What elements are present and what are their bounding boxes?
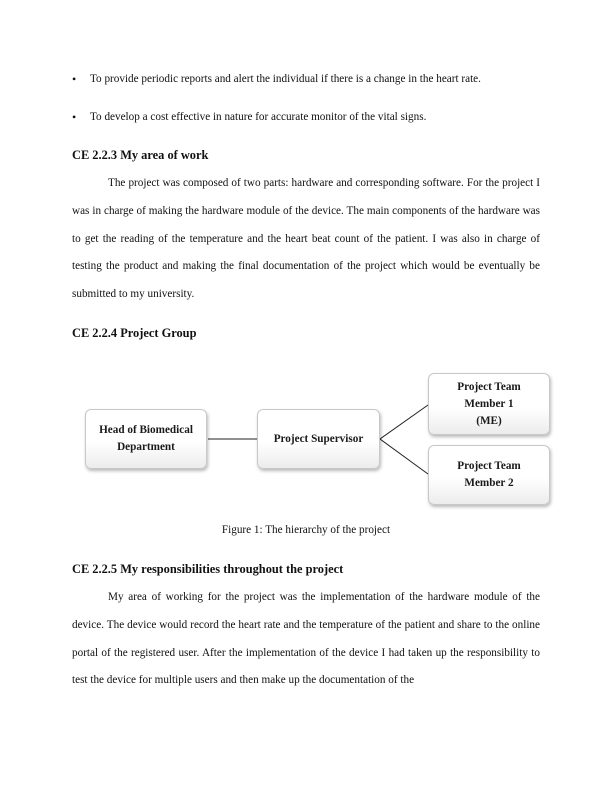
bullet-text: To provide periodic reports and alert the individual if there is a change in the heart rate. [90, 73, 481, 85]
node-text-line: Department [117, 441, 175, 453]
node-project-team-member-2 [428, 445, 550, 505]
node-text-line: Head of Biomedical [99, 424, 193, 436]
connector-supervisor-member1 [380, 405, 428, 439]
section-heading-project-group: CE 2.2.4 Project Group [72, 326, 197, 340]
node-head-of-biomedical-department [85, 409, 207, 469]
connector-supervisor-member2 [380, 439, 428, 474]
node-text-line: Member 2 [464, 477, 514, 489]
node-project-supervisor [257, 409, 380, 469]
node-text-line: (ME) [476, 414, 502, 427]
node-text-line: Member 1 [464, 397, 514, 410]
node-text-line: Project Supervisor [273, 432, 364, 445]
section-heading-area-of-work: CE 2.2.3 My area of work [72, 148, 209, 162]
node-text-line: Project Team [457, 380, 521, 393]
hierarchy-diagram [72, 360, 562, 510]
bullet-symbol: • [72, 110, 77, 124]
bullet-text: To develop a cost effective in nature for accurate monitor of the vital signs. [90, 111, 427, 123]
node-text-line: Project Team [457, 460, 521, 472]
figure-caption: Figure 1: The hierarchy of the project [221, 524, 391, 536]
node-project-team-member-1 [428, 373, 550, 435]
area-of-work-paragraph: The project was composed of two parts: hardware and corresponding software. For the project I was in charge of making the hardware module of the device. The main components of the hardware was to get the reading of the temperature and the heart beat count of the patient. I was also in charge of testing the product and making the final documentation of the project which would be eventually be submitted to my university. [72, 177, 540, 301]
bullet-symbol: • [72, 72, 77, 86]
responsibilities-paragraph: My area of working for the project was the implementation of the hardware module of the device. The device would record the heart rate and the temperature of the patient and share to the online portal of the registered user. After the implementation of the device I had taken up the responsibility to test the device for multiple users and then make up the documentation of the [72, 591, 540, 687]
section-heading-responsibilities: CE 2.2.5 My responsibilities throughout the project [72, 562, 344, 576]
